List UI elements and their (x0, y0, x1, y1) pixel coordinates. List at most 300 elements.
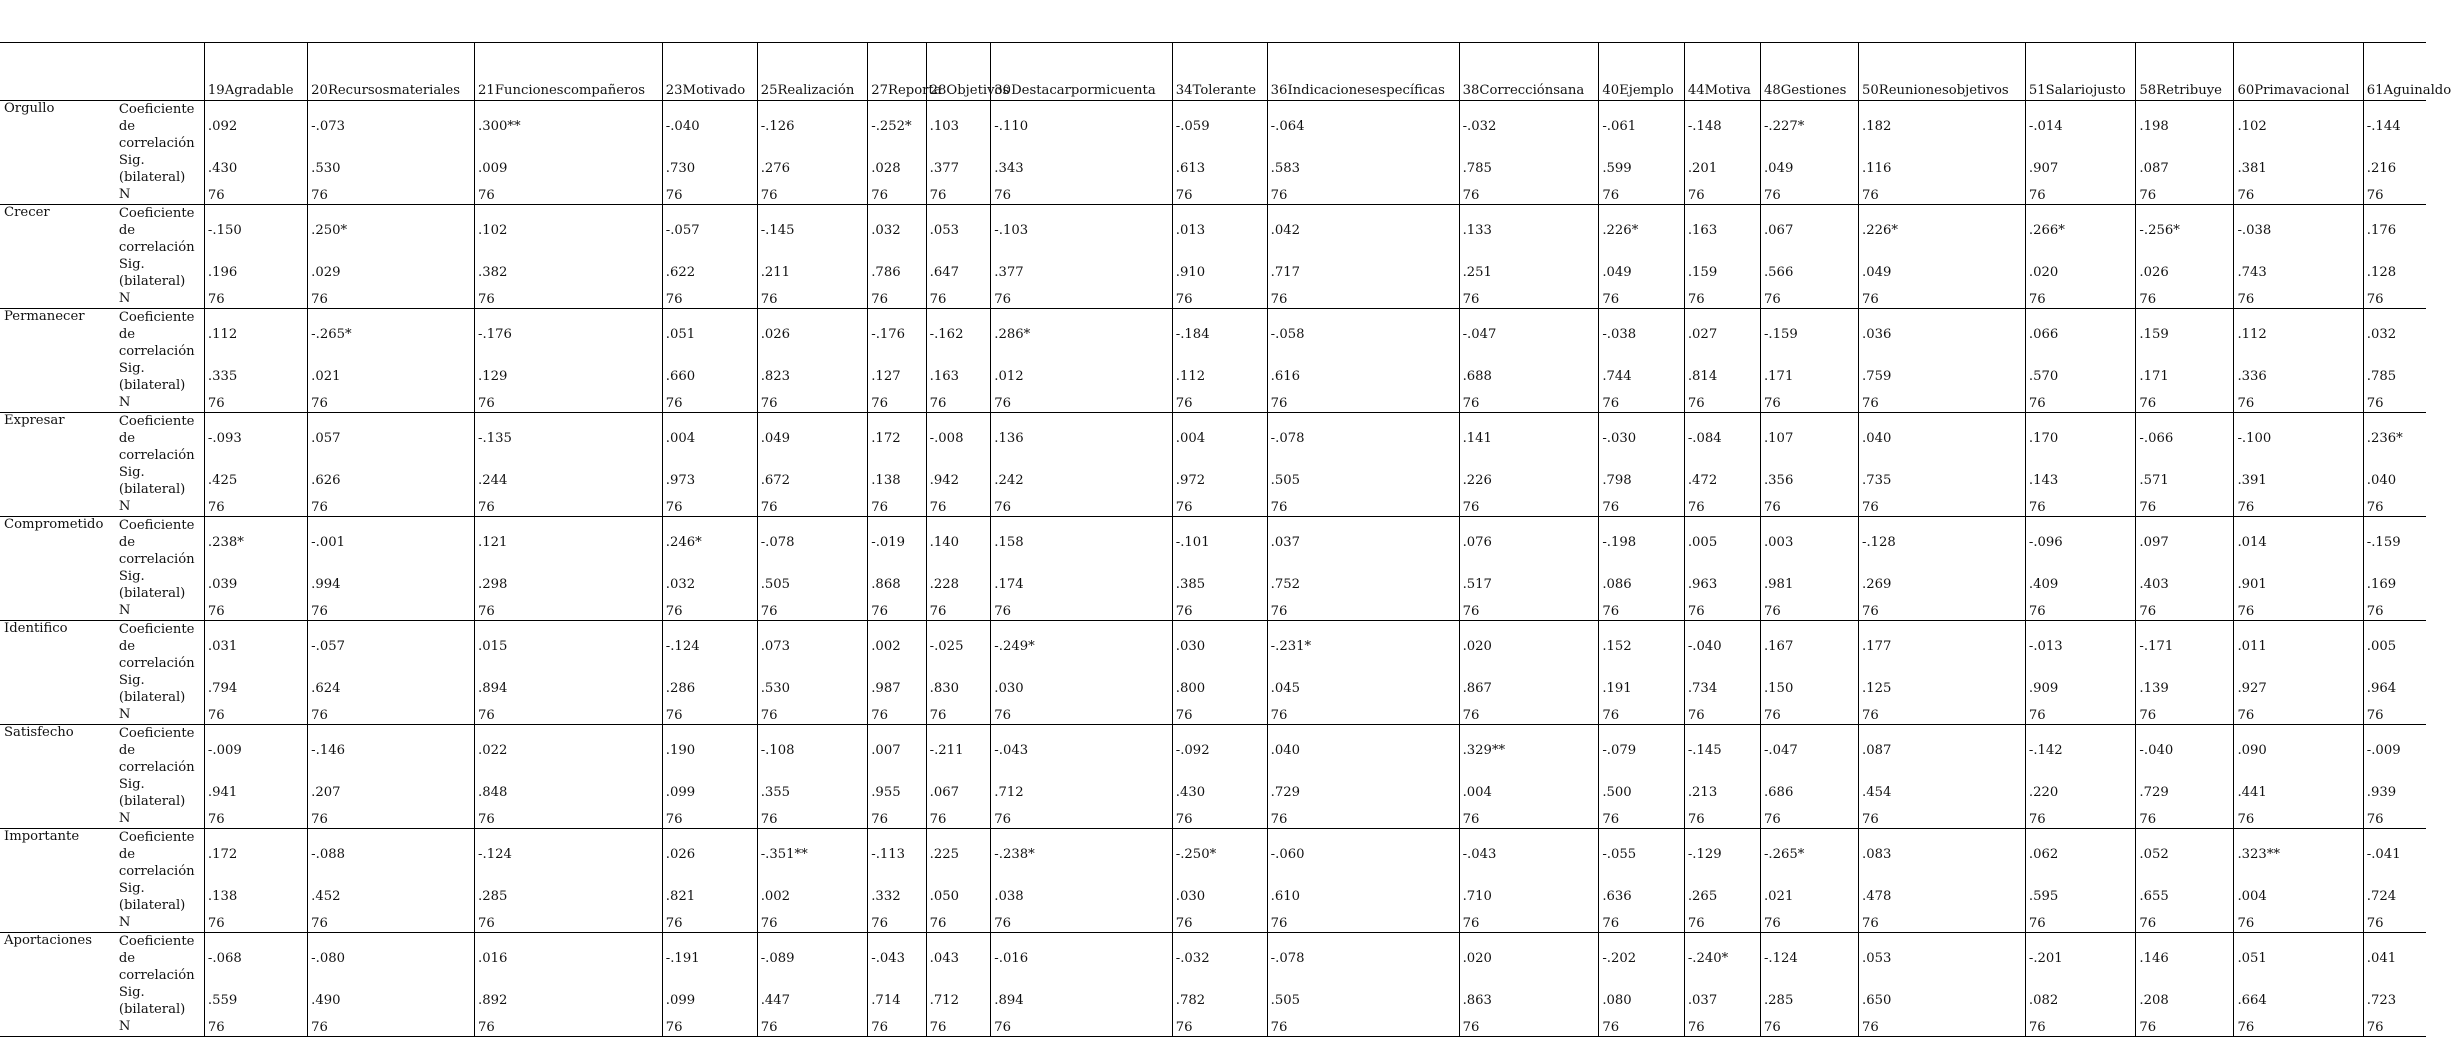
table-cell (308, 517, 475, 621)
significance-value: .517 (1462, 577, 1492, 592)
correlation-value: .027 (1687, 327, 1718, 342)
table-cell (2363, 621, 2426, 725)
correlation-value: .172 (207, 847, 238, 862)
table-cell (662, 725, 757, 829)
n-value: 76 (2366, 500, 2384, 515)
correlation-value: .062 (2028, 847, 2059, 862)
table-cell (991, 101, 1172, 205)
n-value: 76 (2366, 916, 2384, 931)
table-cell (1760, 309, 1858, 413)
significance-value: .868 (871, 577, 901, 592)
table-cell (204, 829, 307, 933)
table-cell (757, 413, 868, 517)
table-cell (1267, 309, 1459, 413)
significance-value: .377 (994, 265, 1024, 280)
table-cell (308, 621, 475, 725)
significance-value: .355 (760, 785, 791, 800)
label-n: N (118, 395, 131, 410)
significance-value: .566 (1763, 265, 1794, 280)
row-variable-name: Satisfecho (4, 725, 74, 740)
correlation-value: .177 (1862, 639, 1892, 654)
n-value: 76 (1175, 604, 1193, 619)
significance-value: .086 (1602, 577, 1632, 592)
n-value: 76 (2139, 500, 2157, 515)
significance-value: .660 (665, 369, 696, 384)
significance-value: .332 (871, 889, 901, 904)
correlation-value: -.080 (311, 951, 345, 966)
n-value: 76 (1862, 188, 1879, 203)
significance-value: .941 (207, 785, 238, 800)
correlation-value: -.055 (1602, 847, 1637, 862)
label-significance: Sig. (bilateral) (118, 777, 186, 809)
correlation-value: -.100 (2237, 431, 2272, 446)
significance-value: .981 (1763, 577, 1794, 592)
n-value: 76 (478, 188, 495, 203)
table-cell (475, 517, 663, 621)
n-value: 76 (478, 500, 495, 515)
n-value: 76 (2237, 708, 2255, 723)
n-value: 76 (207, 500, 225, 515)
statistic-labels (117, 205, 205, 309)
correlation-value: -.351** (760, 847, 808, 862)
significance-value: .127 (871, 369, 901, 384)
table-cell (757, 621, 868, 725)
table-cell (1684, 933, 1760, 1037)
table-body (0, 101, 2426, 1037)
table-cell (662, 517, 757, 621)
n-value: 76 (311, 500, 328, 515)
label-significance: Sig. (bilateral) (118, 153, 186, 185)
table-cell (1459, 517, 1599, 621)
table-cell (1859, 413, 2026, 517)
n-value: 76 (2366, 604, 2384, 619)
n-value: 76 (1602, 292, 1620, 307)
correlation-value: .146 (2139, 951, 2169, 966)
n-value: 76 (1862, 916, 1879, 931)
table-cell (926, 621, 991, 725)
n-value: 76 (207, 396, 225, 411)
significance-value: .030 (1175, 889, 1206, 904)
significance-value: .743 (2237, 265, 2267, 280)
n-value: 76 (311, 708, 328, 723)
table-cell (1172, 309, 1267, 413)
correlation-value: .073 (760, 639, 791, 654)
statistic-labels (117, 517, 205, 621)
table-cell (757, 829, 868, 933)
n-value: 76 (2139, 604, 2157, 619)
label-significance: Sig. (bilateral) (118, 881, 186, 913)
n-value: 76 (871, 708, 889, 723)
n-value: 76 (1862, 812, 1879, 827)
n-value: 76 (2139, 292, 2157, 307)
significance-value: .026 (2139, 265, 2169, 280)
significance-value: .139 (2139, 681, 2169, 696)
table-cell (2025, 101, 2136, 205)
correlation-value: .022 (478, 743, 508, 758)
significance-value: .029 (311, 265, 341, 280)
table-row (0, 829, 2426, 933)
table-row (0, 725, 2426, 829)
n-value: 76 (1462, 1020, 1480, 1035)
n-value: 76 (311, 396, 328, 411)
significance-value: .505 (1270, 993, 1301, 1008)
significance-value: .729 (1270, 785, 1301, 800)
significance-value: .196 (207, 265, 238, 280)
table-row (0, 933, 2426, 1037)
label-n: N (118, 187, 131, 202)
significance-value: .655 (2139, 889, 2169, 904)
significance-value: .559 (207, 993, 238, 1008)
n-value: 76 (1602, 1020, 1620, 1035)
correlation-value: .053 (929, 223, 960, 238)
significance-value: .251 (1462, 265, 1492, 280)
correlation-value: .329** (1462, 743, 1506, 758)
n-value: 76 (1602, 708, 1620, 723)
table-row (0, 101, 2426, 205)
correlation-value: -.016 (994, 951, 1029, 966)
n-value: 76 (760, 916, 778, 931)
significance-value: .647 (929, 265, 960, 280)
correlation-value: .170 (2028, 431, 2059, 446)
label-correlation-coefficient: Coeficiente de correlación (118, 310, 195, 359)
significance-value: .087 (2139, 161, 2169, 176)
table-cell (204, 621, 307, 725)
n-value: 76 (2139, 188, 2157, 203)
n-value: 76 (1270, 916, 1288, 931)
significance-value: .138 (207, 889, 238, 904)
n-value: 76 (2028, 188, 2046, 203)
table-cell (926, 829, 991, 933)
significance-value: .099 (665, 785, 696, 800)
correlation-value: .040 (1270, 743, 1301, 758)
table-cell (308, 309, 475, 413)
n-value: 76 (1763, 500, 1781, 515)
significance-value: .794 (207, 681, 238, 696)
column-header: 50Reunionesobjetivos (1859, 43, 2026, 101)
column-header: 30Destacarpormicuenta (991, 43, 1172, 101)
n-value: 76 (478, 1020, 495, 1035)
significance-value: .336 (2237, 369, 2267, 384)
significance-value: .049 (1862, 265, 1892, 280)
significance-value: .049 (1763, 161, 1794, 176)
correlation-value: .005 (1687, 535, 1718, 550)
significance-value: .409 (2028, 577, 2059, 592)
n-value: 76 (994, 916, 1012, 931)
n-value: 76 (1175, 1020, 1193, 1035)
table-cell (2234, 933, 2363, 1037)
n-value: 76 (871, 812, 889, 827)
table-cell (1172, 621, 1267, 725)
table-cell (1267, 725, 1459, 829)
table-cell (1859, 101, 2026, 205)
table-cell (475, 933, 663, 1037)
correlation-value: .250* (311, 223, 348, 238)
table-cell (1859, 517, 2026, 621)
significance-value: .583 (1270, 161, 1301, 176)
significance-value: .038 (994, 889, 1024, 904)
table-cell (1459, 621, 1599, 725)
correlation-value: .049 (760, 431, 791, 446)
correlation-value: -.128 (1862, 535, 1896, 550)
n-value: 76 (1462, 396, 1480, 411)
significance-value: .169 (2366, 577, 2397, 592)
correlation-value: -.009 (2366, 743, 2401, 758)
significance-value: .472 (1687, 473, 1718, 488)
correlation-value: .176 (2366, 223, 2397, 238)
significance-value: .049 (1602, 265, 1632, 280)
significance-value: .208 (2139, 993, 2169, 1008)
significance-value: .143 (2028, 473, 2059, 488)
significance-value: .987 (871, 681, 901, 696)
table-row (0, 413, 2426, 517)
significance-value: .080 (1602, 993, 1632, 1008)
significance-value: .571 (2139, 473, 2169, 488)
n-value: 76 (994, 708, 1012, 723)
significance-value: .174 (994, 577, 1024, 592)
correlation-value: .032 (2366, 327, 2397, 342)
significance-value: .391 (2237, 473, 2267, 488)
correlation-value: -.058 (1270, 327, 1305, 342)
row-variable-name: Identifico (4, 621, 68, 636)
table-cell (868, 517, 926, 621)
n-value: 76 (2028, 916, 2046, 931)
table-cell (308, 101, 475, 205)
n-value: 76 (1862, 500, 1879, 515)
significance-value: .377 (929, 161, 960, 176)
correlation-value: -.089 (760, 951, 795, 966)
n-value: 76 (1862, 1020, 1879, 1035)
correlation-value: -.238* (994, 847, 1035, 862)
column-header: 58Retribuye (2136, 43, 2234, 101)
statistic-labels (117, 829, 205, 933)
table-cell (1459, 829, 1599, 933)
n-value: 76 (1862, 292, 1879, 307)
significance-value: .892 (478, 993, 508, 1008)
table-cell (308, 725, 475, 829)
significance-value: .823 (760, 369, 791, 384)
significance-value: .955 (871, 785, 901, 800)
table-row (0, 205, 2426, 309)
correlation-value: -.108 (760, 743, 795, 758)
table-cell (868, 309, 926, 413)
table-cell (204, 413, 307, 517)
significance-value: .269 (1862, 577, 1892, 592)
significance-value: .664 (2237, 993, 2267, 1008)
significance-value: .276 (760, 161, 791, 176)
significance-value: .030 (994, 681, 1024, 696)
n-value: 76 (929, 1020, 947, 1035)
table-row (0, 621, 2426, 725)
n-value: 76 (871, 396, 889, 411)
significance-value: .447 (760, 993, 791, 1008)
significance-value: .734 (1687, 681, 1718, 696)
correlation-value: .003 (1763, 535, 1794, 550)
table-cell (1172, 725, 1267, 829)
table-cell (1599, 413, 1685, 517)
table-cell (1459, 205, 1599, 309)
correlation-value: -.059 (1175, 119, 1210, 134)
table-cell (2025, 413, 2136, 517)
correlation-value: -.249* (994, 639, 1035, 654)
column-header: 21Funcionescompañeros (475, 43, 663, 101)
correlation-value: .002 (871, 639, 901, 654)
n-value: 76 (1175, 292, 1193, 307)
n-value: 76 (1462, 500, 1480, 515)
n-value: 76 (1687, 812, 1705, 827)
table-cell (2363, 933, 2426, 1037)
correlation-value: .037 (1270, 535, 1301, 550)
n-value: 76 (1602, 188, 1620, 203)
significance-value: .201 (1687, 161, 1718, 176)
correlation-value: -.252* (871, 119, 912, 134)
n-value: 76 (760, 708, 778, 723)
table-cell (1684, 621, 1760, 725)
n-value: 76 (1175, 916, 1193, 931)
n-value: 76 (929, 604, 947, 619)
significance-value: .385 (1175, 577, 1206, 592)
label-correlation-coefficient: Coeficiente de correlación (118, 206, 195, 255)
correlation-value: .167 (1763, 639, 1794, 654)
n-value: 76 (871, 292, 889, 307)
table-cell (757, 101, 868, 205)
correlation-value: .198 (2139, 119, 2169, 134)
correlation-value: -.101 (1175, 535, 1210, 550)
significance-value: .012 (994, 369, 1024, 384)
significance-value: .430 (1175, 785, 1206, 800)
n-value: 76 (2237, 1020, 2255, 1035)
table-cell (2363, 309, 2426, 413)
label-correlation-coefficient: Coeficiente de correlación (118, 622, 195, 671)
n-value: 76 (1175, 188, 1193, 203)
n-value: 76 (871, 500, 889, 515)
significance-value: .963 (1687, 577, 1718, 592)
correlation-value: .103 (929, 119, 960, 134)
table-cell (1459, 933, 1599, 1037)
significance-value: .735 (1862, 473, 1892, 488)
significance-value: .927 (2237, 681, 2267, 696)
row-variable-name: Importante (4, 829, 80, 844)
correlation-value: .004 (1175, 431, 1206, 446)
n-value: 76 (760, 292, 778, 307)
n-value: 76 (665, 916, 683, 931)
n-value: 76 (2366, 708, 2384, 723)
correlation-value: -.124 (478, 847, 512, 862)
correlation-value: .041 (2366, 951, 2397, 966)
n-value: 76 (1270, 500, 1288, 515)
label-n: N (118, 811, 131, 826)
column-header: 48Gestiones (1760, 43, 1858, 101)
correlation-value: -.110 (994, 119, 1029, 134)
table-cell (2025, 621, 2136, 725)
n-value: 76 (994, 500, 1012, 515)
correlation-value: .097 (2139, 535, 2169, 550)
correlation-value: -.040 (1687, 639, 1722, 654)
table-cell (475, 621, 663, 725)
correlation-value: .032 (871, 223, 901, 238)
table-cell (1599, 621, 1685, 725)
table-cell (1459, 725, 1599, 829)
n-value: 76 (1602, 500, 1620, 515)
significance-value: .021 (1763, 889, 1794, 904)
table-cell (868, 725, 926, 829)
significance-value: .099 (665, 993, 696, 1008)
table-cell (475, 829, 663, 933)
significance-value: .712 (994, 785, 1024, 800)
table-cell (662, 309, 757, 413)
correlation-value: -.176 (871, 327, 906, 342)
significance-value: .020 (2028, 265, 2059, 280)
correlation-value: -.129 (1687, 847, 1722, 862)
correlation-value: .036 (1862, 327, 1892, 342)
table-cell (1599, 725, 1685, 829)
correlation-value: -.040 (2139, 743, 2174, 758)
n-value: 76 (207, 188, 225, 203)
n-value: 76 (2237, 500, 2255, 515)
correlation-value: -.150 (207, 223, 242, 238)
correlation-value: .236* (2366, 431, 2403, 446)
correlation-value: -.265* (1763, 847, 1805, 862)
table-cell (2025, 725, 2136, 829)
correlation-value: .182 (1862, 119, 1892, 134)
correlation-value: -.092 (1175, 743, 1210, 758)
significance-value: .626 (311, 473, 341, 488)
n-value: 76 (760, 396, 778, 411)
significance-value: .067 (929, 785, 960, 800)
n-value: 76 (1270, 1020, 1288, 1035)
table-cell (475, 309, 663, 413)
table-cell (2234, 621, 2363, 725)
table-cell (757, 933, 868, 1037)
column-header: 44Motiva (1684, 43, 1760, 101)
correlation-value: -.057 (311, 639, 345, 654)
correlation-value: -.001 (311, 535, 345, 550)
n-value: 76 (2028, 708, 2046, 723)
n-value: 76 (871, 188, 889, 203)
table-cell (1599, 101, 1685, 205)
correlation-value: .011 (2237, 639, 2267, 654)
correlation-value: -.096 (2028, 535, 2063, 550)
table-cell (2136, 101, 2234, 205)
correlation-value: .141 (1462, 431, 1492, 446)
n-value: 76 (760, 188, 778, 203)
correlation-value: .016 (478, 951, 508, 966)
n-value: 76 (1862, 396, 1879, 411)
n-value: 76 (1602, 812, 1620, 827)
label-significance: Sig. (bilateral) (118, 985, 186, 1017)
correlation-value: -.032 (1462, 119, 1497, 134)
significance-value: .220 (2028, 785, 2059, 800)
table-cell (1267, 933, 1459, 1037)
table-cell (2025, 933, 2136, 1037)
n-value: 76 (2028, 812, 2046, 827)
label-correlation-coefficient: Coeficiente de correlación (118, 934, 195, 983)
table-cell (1684, 517, 1760, 621)
n-value: 76 (665, 1020, 683, 1035)
n-value: 76 (1175, 500, 1193, 515)
significance-value: .863 (1462, 993, 1492, 1008)
n-value: 76 (994, 188, 1012, 203)
table-cell (1267, 101, 1459, 205)
n-value: 76 (2139, 708, 2157, 723)
correlation-value: .005 (2366, 639, 2397, 654)
correlation-value: .092 (207, 119, 238, 134)
n-value: 76 (760, 1020, 778, 1035)
table-cell (2136, 205, 2234, 309)
n-value: 76 (665, 292, 683, 307)
correlation-value: .076 (1462, 535, 1492, 550)
table-cell (1760, 725, 1858, 829)
n-value: 76 (2237, 604, 2255, 619)
